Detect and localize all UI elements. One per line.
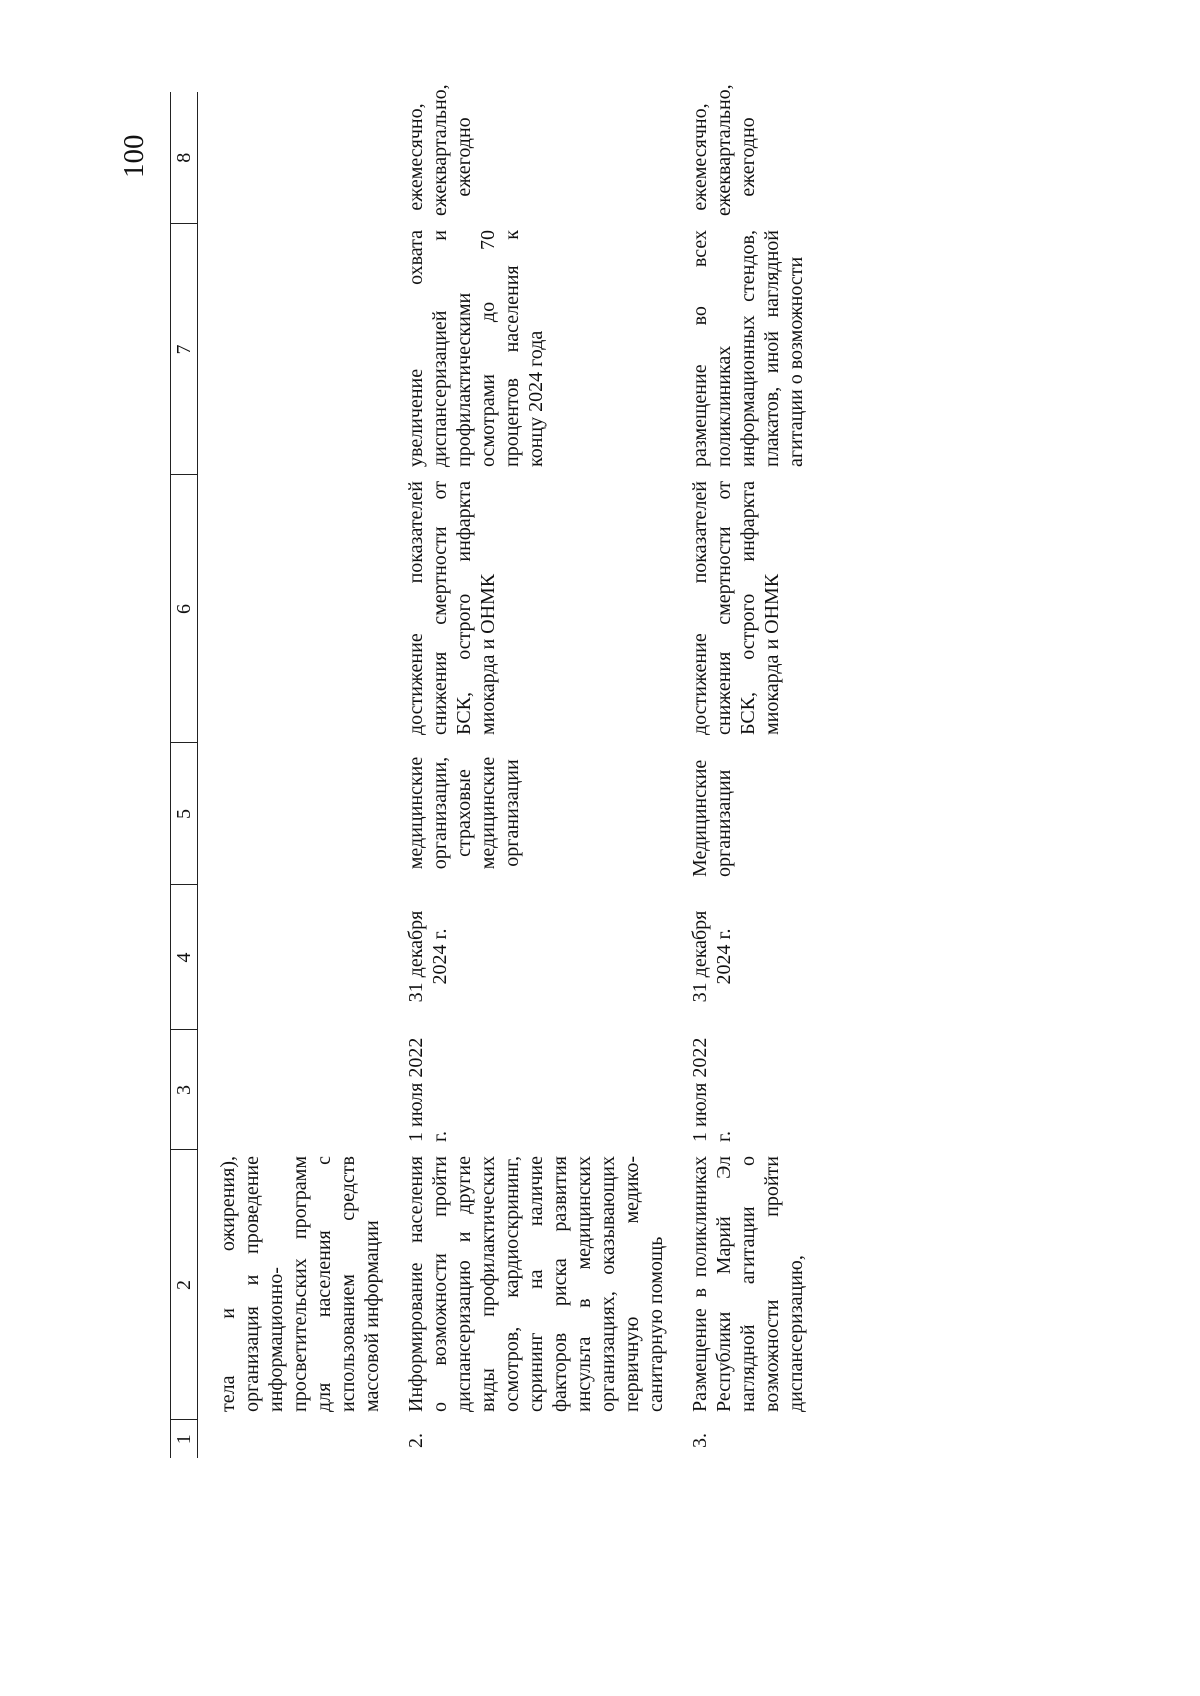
expected-result: достижение показателей снижения смертности от БСК, острого инфаркта миокарда и ОНМК xyxy=(405,481,499,735)
column-header-1: 1 xyxy=(171,1420,198,1458)
action-description: Размещение в поликлиниках Республики Марий Эл наглядной агитации о возможности пройти диспансеризацию, xyxy=(689,1156,807,1412)
column-header-7: 7 xyxy=(171,224,198,475)
expected-result: достижение показателей снижения смертности от БСК, острого инфаркта миокарда и ОНМК xyxy=(689,481,783,735)
reporting-frequency: ежемесячно, ежеквартально, ежегодно xyxy=(689,84,759,216)
expected-result xyxy=(198,475,391,743)
page-number: 100 xyxy=(118,134,150,178)
action-description: тела и ожирения), организация и проведение информационно-просветительских программ для населения с использованием средств массовой информации xyxy=(217,1156,383,1412)
end-date: 31 декабря 2024 г. xyxy=(689,910,735,1003)
executor: медицинские организации, страховые медицинские организации xyxy=(405,756,523,870)
reporting-frequency: ежемесячно, ежеквартально, ежегодно xyxy=(405,84,475,216)
target-indicator xyxy=(198,224,391,475)
table-row xyxy=(198,92,391,1458)
start-date xyxy=(198,1030,391,1150)
column-header-8: 8 xyxy=(171,92,198,224)
reporting-frequency xyxy=(198,92,391,224)
target-indicator: размещение во всех поликлиниках информационных стендов, плакатов, иной наглядной агитации о возможности xyxy=(689,230,807,467)
action-description: Информирование населения о возможности пройти диспансеризацию и другие виды профилактических осмотров, кардиоскрининг, скрининг на наличие факторов риска развития инсульта в медицинских организациях, оказывающих первичную медико-санитарную помощь xyxy=(405,1156,667,1412)
executor xyxy=(198,743,391,885)
executor: Медицинские организации xyxy=(689,759,735,877)
end-date xyxy=(198,885,391,1030)
column-number-header xyxy=(171,92,198,1458)
row-number: 3. xyxy=(689,1433,711,1448)
column-header-6: 6 xyxy=(171,475,198,743)
row-number xyxy=(198,1420,391,1458)
target-indicator: увеличение охвата диспансеризацией и профилактическими осмотрами до 70 процентов населения к концу 2024 года xyxy=(405,230,547,467)
start-date: 1 июля 2022 г. xyxy=(405,1037,451,1142)
row-number: 2. xyxy=(405,1433,427,1448)
column-header-4: 4 xyxy=(171,885,198,1030)
column-header-5: 5 xyxy=(171,743,198,885)
action-plan-table xyxy=(170,84,814,1458)
start-date: 1 июля 2022 г. xyxy=(689,1037,735,1142)
column-header-2: 2 xyxy=(171,1150,198,1420)
column-header-3: 3 xyxy=(171,1030,198,1150)
end-date: 31 декабря 2024 г. xyxy=(405,910,451,1003)
table-row xyxy=(674,92,814,1458)
table-row xyxy=(390,92,674,1458)
